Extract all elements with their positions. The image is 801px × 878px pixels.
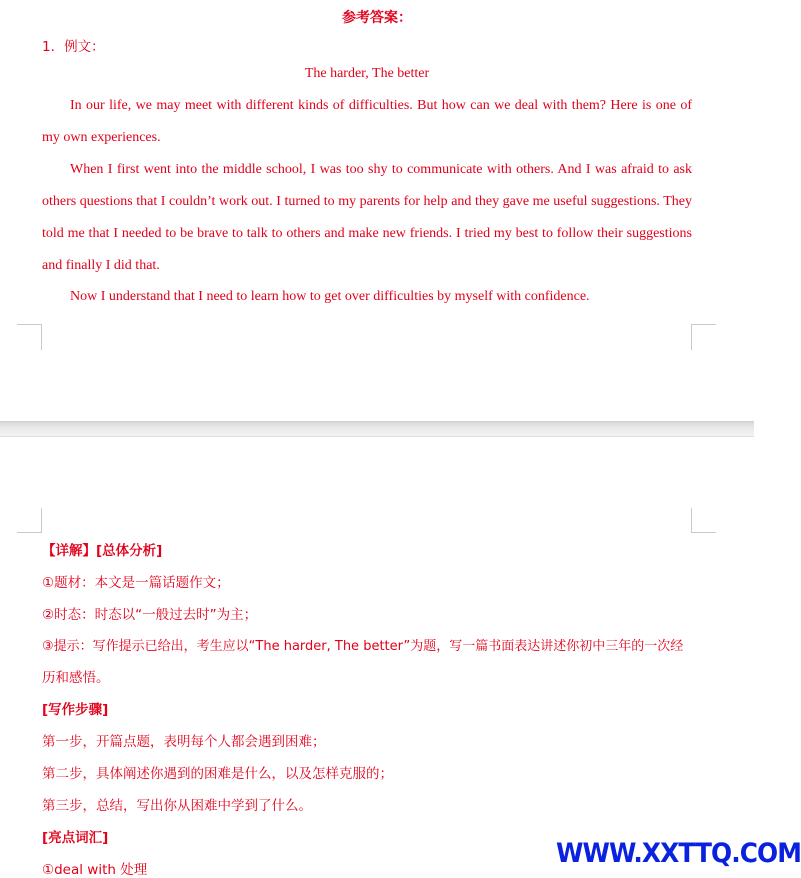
essay-title: The harder, The better: [304, 66, 430, 81]
analysis-item-2: ②时态：时态以“一般过去时”为主；: [42, 607, 258, 623]
step-2: 第二步，具体阐述你遇到的困难是什么，以及怎样克服的；: [42, 766, 393, 782]
essay-paragraph-2: When I first went into the middle school, I was too shy to communicate with others. And I was afraid to ask others questions that I couldn’t work out. I turned to my parents for help and they gave me useful suggestions. They told me that I needed to be brave to talk to others and make new friends. I tried my best to follow their suggestions and finally I did that.: [42, 162, 692, 273]
step-3: 第三步，总结，写出你从困难中学到了什么。: [42, 798, 312, 814]
page-separator: [0, 421, 754, 437]
answer-heading: 参考答案：: [342, 10, 412, 26]
analysis-item-1: ①题材：本文是一篇话题作文；: [42, 575, 230, 591]
page-corner-mark: [17, 324, 42, 350]
vocab-item-1: ①deal with 处理: [42, 862, 148, 878]
analysis-heading: 【详解】[总体分析]: [42, 543, 163, 559]
question-label: 1．例文：: [42, 39, 105, 55]
page-corner-mark: [17, 508, 42, 533]
essay-paragraph-1: In our life, we may meet with different kinds of difficulties. But how can we deal with them? Here is one of my own experiences.: [42, 98, 692, 145]
steps-heading: [写作步骤]: [42, 702, 109, 718]
page-corner-mark: [691, 324, 716, 350]
step-1: 第一步，开篇点题，表明每个人都会遇到困难；: [42, 734, 326, 750]
vocab-heading: [亮点词汇]: [42, 830, 109, 846]
site-watermark: WWW.XXTTQ.COM: [556, 838, 801, 869]
essay-paragraph-3: Now I understand that I need to learn how to get over difficulties by myself with confidence.: [70, 289, 590, 304]
analysis-item-3-continued: 历和感悟。: [42, 670, 110, 686]
analysis-item-3: ③提示：写作提示已给出，考生应以“The harder, The better”为题，写一篇书面表达讲述你初中三年的一次经: [42, 639, 684, 654]
page-corner-mark: [691, 508, 716, 533]
